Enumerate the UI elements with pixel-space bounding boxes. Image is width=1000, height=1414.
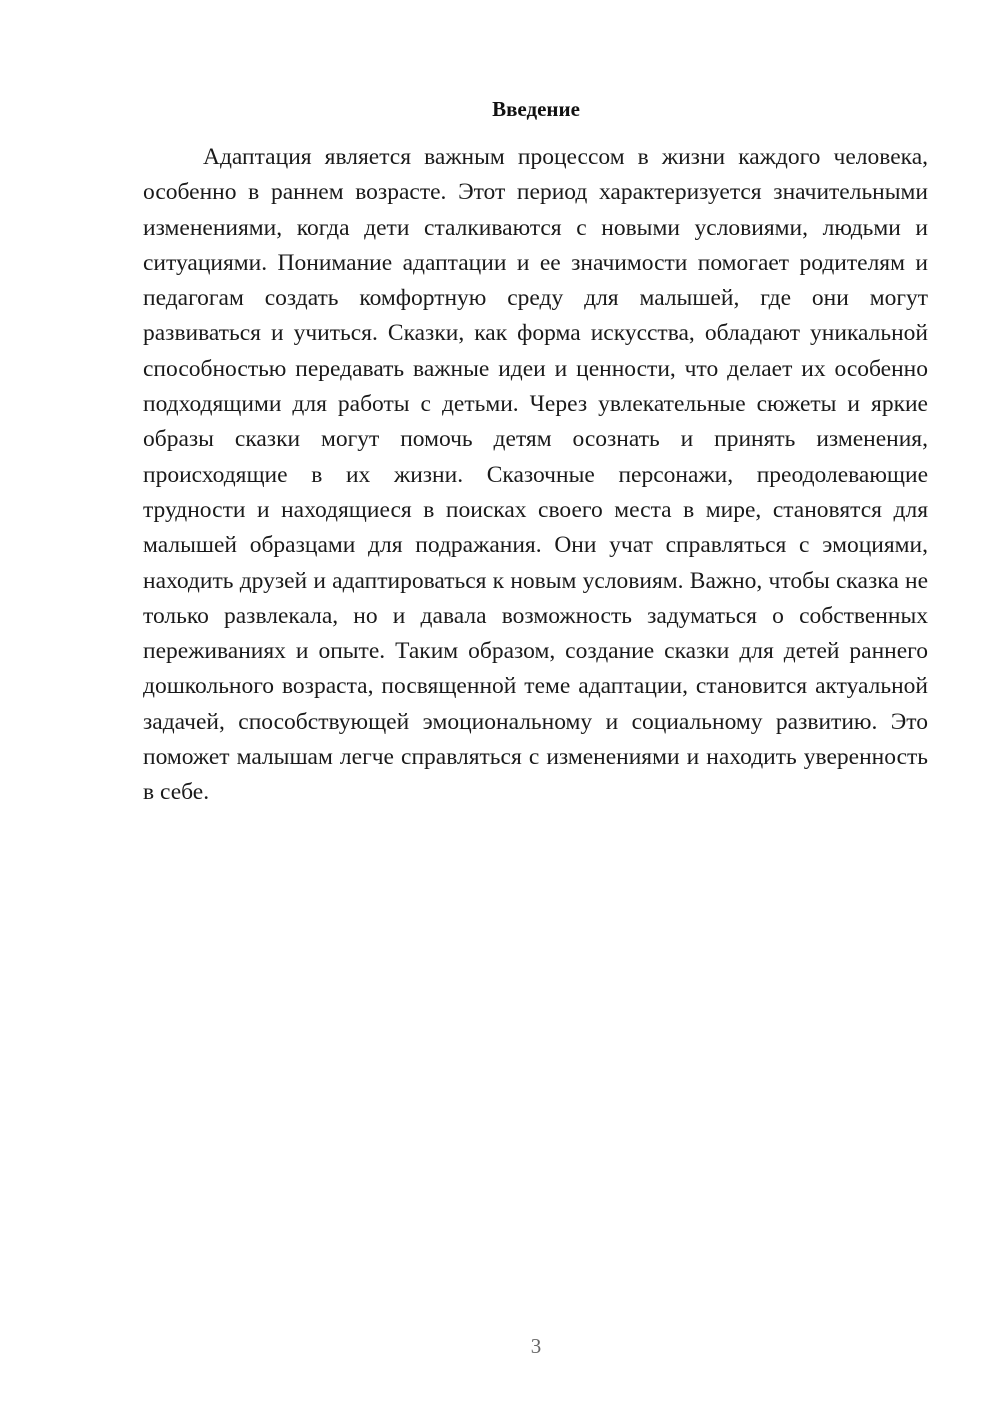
- page-number: 3: [530, 1334, 542, 1358]
- section-heading: Введение: [492, 97, 580, 121]
- body-paragraph: Адаптация является важным процессом в жизни каждого человека, особенно в раннем возрасте. Этот период характеризуется значительными изменениями, когда дети сталкиваются с новыми условиями, людьми и ситуациями. Понимание адаптации и ее значимости помогает родителям и педагогам создать комфортную среду для малышей, где они могут развиваться и учиться. Сказки, как форма искусства, обладают уникальной способностью передавать важные идеи и ценности, что делает их особенно подходящими для работы с детьми. Через увлекательные сюжеты и яркие образы сказки могут помочь детям осознать и принять изменения, происходящие в их жизни. Сказочные персонажи, преодолевающие трудности и находящиеся в поисках своего места в мире, становятся для малышей образцами для подражания. Они учат справляться с эмоциями, находить друзей и адаптироваться к новым условиям. Важно, чтобы сказка не только развлекала, но и давала возможность задуматься о собственных переживаниях и опыте. Таким образом, создание сказки для детей раннего дошкольного возраста, посвященной теме адаптации, становится актуальной задачей, способствующей эмоциональному и социальному развитию. Это поможет малышам легче справляться с изменениями и находить уверенность в себе.: [143, 144, 928, 806]
